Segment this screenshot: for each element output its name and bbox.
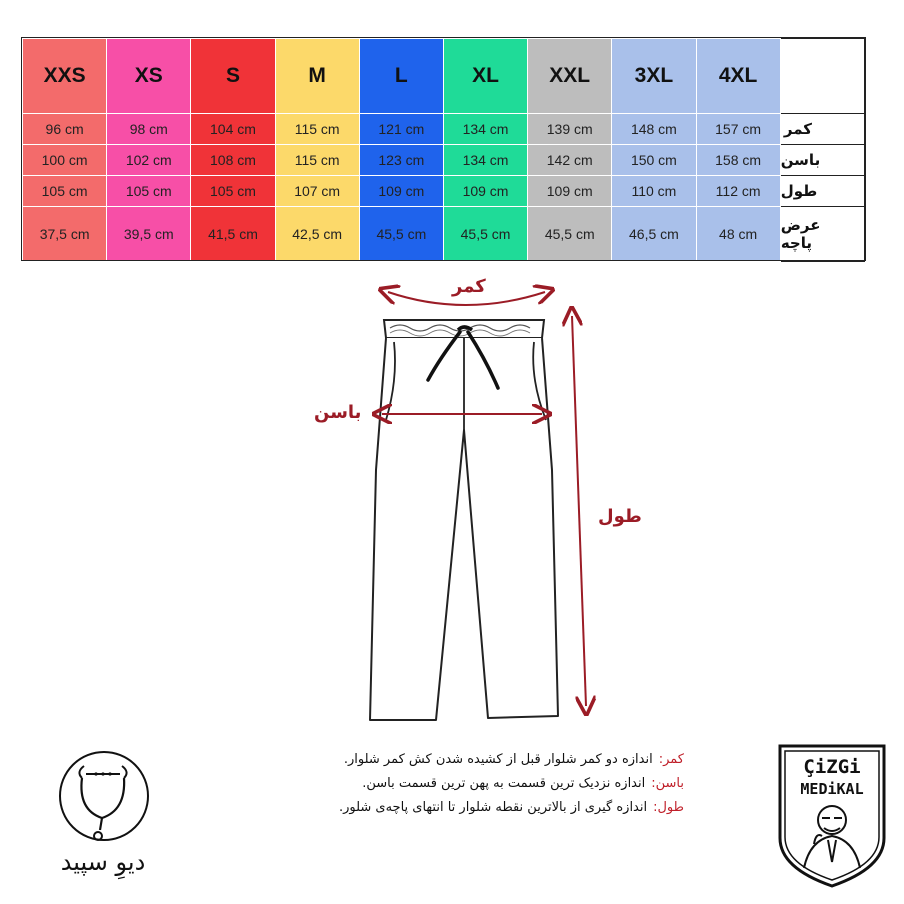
size-header-cell: XS	[107, 39, 191, 114]
table-cell: 98 cm	[107, 114, 191, 145]
legend-item: طول:اندازه گیری از بالاترین نقطه شلوار تا انتهای پاچه‌ی شلور.	[338, 800, 684, 815]
pants-drawing	[290, 270, 650, 730]
length-arrow	[572, 316, 586, 706]
table-row	[23, 114, 865, 145]
left-brand-name: دیوِ سپید	[60, 848, 146, 876]
table-cell: 110 cm	[612, 176, 696, 207]
table-cell: 45,5 cm	[443, 207, 527, 262]
size-header-cell: L	[359, 39, 443, 114]
stethoscope-icon	[38, 748, 168, 848]
row-label-length: طول	[780, 176, 864, 207]
table-cell: 150 cm	[612, 145, 696, 176]
table-cell: 109 cm	[528, 176, 612, 207]
table-cell: 105 cm	[107, 176, 191, 207]
measurement-legend	[204, 748, 684, 820]
table-cell: 123 cm	[359, 145, 443, 176]
table-cell: 115 cm	[275, 145, 359, 176]
hip-label: باسن	[314, 402, 362, 423]
table-cell: 105 cm	[23, 176, 107, 207]
size-header-cell: XXL	[528, 39, 612, 114]
table-cell: 39,5 cm	[107, 207, 191, 262]
table-cell: 109 cm	[443, 176, 527, 207]
table-cell: 142 cm	[528, 145, 612, 176]
table-cell: 105 cm	[191, 176, 275, 207]
legend-item: کمر:اندازه دو کمر شلوار قبل از کشیده شدن کش کمر شلوار.	[343, 752, 684, 767]
table-cell: 46,5 cm	[612, 207, 696, 262]
table-cell: 96 cm	[23, 114, 107, 145]
size-header-row	[23, 39, 865, 114]
size-header-cell: 4XL	[696, 39, 780, 114]
size-header-cell: 3XL	[612, 39, 696, 114]
table-row	[23, 207, 865, 262]
legend-item: باسن:اندازه نزدیک ترین قسمت به پهن ترین قسمت باسن.	[362, 776, 684, 791]
table-cell: 148 cm	[612, 114, 696, 145]
logo-line-2: MEDiKAL	[800, 780, 864, 798]
table-row	[23, 145, 865, 176]
table-cell: 42,5 cm	[275, 207, 359, 262]
row-label-hem-width: عرض پاچه	[780, 207, 864, 262]
cizgi-medikal-logo	[776, 740, 888, 890]
empty-corner-cell	[780, 39, 864, 114]
table-cell: 45,5 cm	[359, 207, 443, 262]
table-cell: 37,5 cm	[23, 207, 107, 262]
size-header-cell: M	[275, 39, 359, 114]
table-cell: 102 cm	[107, 145, 191, 176]
table-cell: 115 cm	[275, 114, 359, 145]
table-cell: 104 cm	[191, 114, 275, 145]
size-header-cell: XXS	[23, 39, 107, 114]
length-label: طول	[598, 506, 642, 527]
table-cell: 158 cm	[696, 145, 780, 176]
table-cell: 45,5 cm	[528, 207, 612, 262]
size-header-cell: XL	[443, 39, 527, 114]
table-cell: 139 cm	[528, 114, 612, 145]
table-cell: 112 cm	[696, 176, 780, 207]
waist-label: کمر	[452, 276, 486, 297]
table-cell: 134 cm	[443, 145, 527, 176]
table-cell: 134 cm	[443, 114, 527, 145]
row-label-hip: باسن	[780, 145, 864, 176]
dive-sepid-logo	[38, 748, 168, 888]
table-cell: 109 cm	[359, 176, 443, 207]
table-row	[23, 176, 865, 207]
row-label-waist: کمر	[780, 114, 864, 145]
table-cell: 108 cm	[191, 145, 275, 176]
pants-diagram	[290, 270, 650, 730]
table-cell: 48 cm	[696, 207, 780, 262]
table-cell: 121 cm	[359, 114, 443, 145]
size-chart-table	[22, 38, 865, 262]
logo-line-1: ÇiZGi	[803, 756, 861, 778]
shield-icon	[776, 740, 888, 890]
table-cell: 157 cm	[696, 114, 780, 145]
size-header-cell: S	[191, 39, 275, 114]
table-cell: 100 cm	[23, 145, 107, 176]
table-cell: 107 cm	[275, 176, 359, 207]
table-cell: 41,5 cm	[191, 207, 275, 262]
